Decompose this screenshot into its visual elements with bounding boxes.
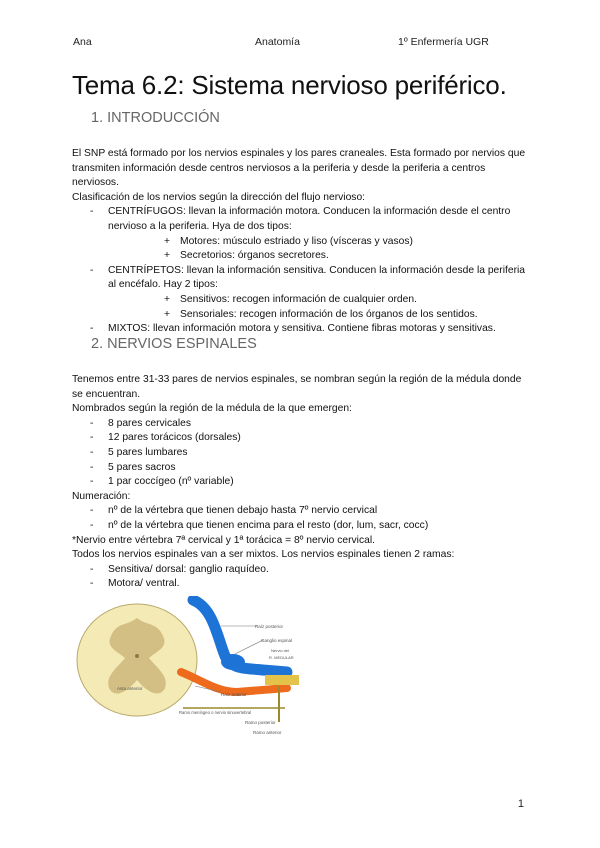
label-asta-anterior: Asta anterior [117,686,143,691]
leader-line [235,640,263,654]
note-line: *Nervio entre vértebra 7ª cervical y 1ª torácica = 8º nervio cervical. [72,534,375,546]
named-intro-line: Nombrados según la región de la médula de la que emergen: [72,403,352,415]
label-ganglio-espinal: Ganglio espinal [261,638,293,643]
list-item: + Motores: músculo estriado y liso (vísceras y vasos) [108,235,530,250]
list-item: - 8 pares cervicales [72,417,530,432]
section-introduccion [72,147,530,337]
list-item: - 1 par coccígeo (nº variable) [72,475,530,490]
list-item: - Sensitiva/ dorsal: ganglio raquídeo. [72,563,530,578]
label-ramo-anterior: Ramo anterior [253,730,282,735]
label-nervio: Nervio del [271,648,290,653]
intro-paragraph: El SNP está formado por los nervios espinales y los pares craneales. Esta formado por nervios que transmiten información desde centros nerviosos a la periferia y desde la periferia a centros nerviosos. [72,148,526,189]
regions-list [72,417,530,490]
list-item: + Sensitivos: recogen información de cualquier orden. [108,293,530,308]
list-item: - nº de la vértebra que tienen debajo hasta 7º nervio cervical [72,504,530,519]
list-item: - 12 pares torácicos (dorsales) [72,431,530,446]
spinal-intro-paragraph: Tenemos entre 31-33 pares de nervios espinales, se nombran según la región de la médula donde se encuentran. [72,374,522,400]
list-item: - Motora/ ventral. [72,577,530,592]
centrifugos-text: CENTRÍFUGOS: llevan la información motora. Conducen la información desde el centro nervioso a la periferia. Hya de dos tipos: [108,206,511,232]
nerve-types-list [72,205,530,336]
label-raiz-posterior: Raíz posterior [255,624,284,629]
centrifugos-sublist [108,235,530,264]
mixed-line: Todos los nervios espinales van a ser mixtos. Los nervios espinales tienen 2 ramas: [72,549,455,561]
list-item-centripetos [72,264,530,322]
section-nervios-espinales [72,373,530,592]
centripetos-text: CENTRÍPETOS: llevan la información sensitiva. Conducen la información desde la periferia al encéfalo. Hay 2 tipos: [108,264,526,291]
section-heading-nervios-espinales: 2. NERVIOS ESPINALES [91,336,257,352]
label-ramo: R. MEDULAR [269,655,294,660]
list-item: + Secretorios: órganos secretores. [108,249,530,264]
list-item: - 5 pares lumbares [72,446,530,461]
central-canal [135,654,139,658]
numeracion-list [72,504,530,533]
header-subject: Anatomía [255,36,300,48]
list-item: - nº de la vértebra que tienen encima para el resto (dor, lum, sacr, cocc) [72,519,530,534]
centripetos-sublist [108,293,530,322]
page-number: 1 [517,798,524,810]
classification-line: Clasificación de los nervios según la dirección del flujo nervioso: [72,191,366,203]
header-course: 1º Enfermería UGR [398,36,489,48]
spinal-nerve-figure [75,596,305,740]
page-title: Tema 6.2: Sistema nervioso periférico. [72,70,507,100]
list-item-centrifugos [72,205,530,263]
label-raiz-anterior: Raíz anterior [221,692,247,697]
section-heading-introduccion: 1. INTRODUCCIÓN [91,110,220,126]
list-item-mixtos: - MIXTOS: llevan información motora y sensitiva. Contiene fibras motoras y sensitivas. [72,322,530,337]
list-item: + Sensoriales: recogen información de los órganos de los sentidos. [108,308,530,323]
numeracion-label: Numeración: [72,490,131,502]
dorsal-root-ganglion [221,654,245,670]
label-ramo-meningeo: Ramo meníngeo o nervio sinuvertebral [179,710,252,715]
label-ramo-posterior: Ramo posterior [245,720,276,725]
branches-list [72,563,530,592]
header-author: Ana [73,36,92,48]
list-item: - 5 pares sacros [72,461,530,476]
